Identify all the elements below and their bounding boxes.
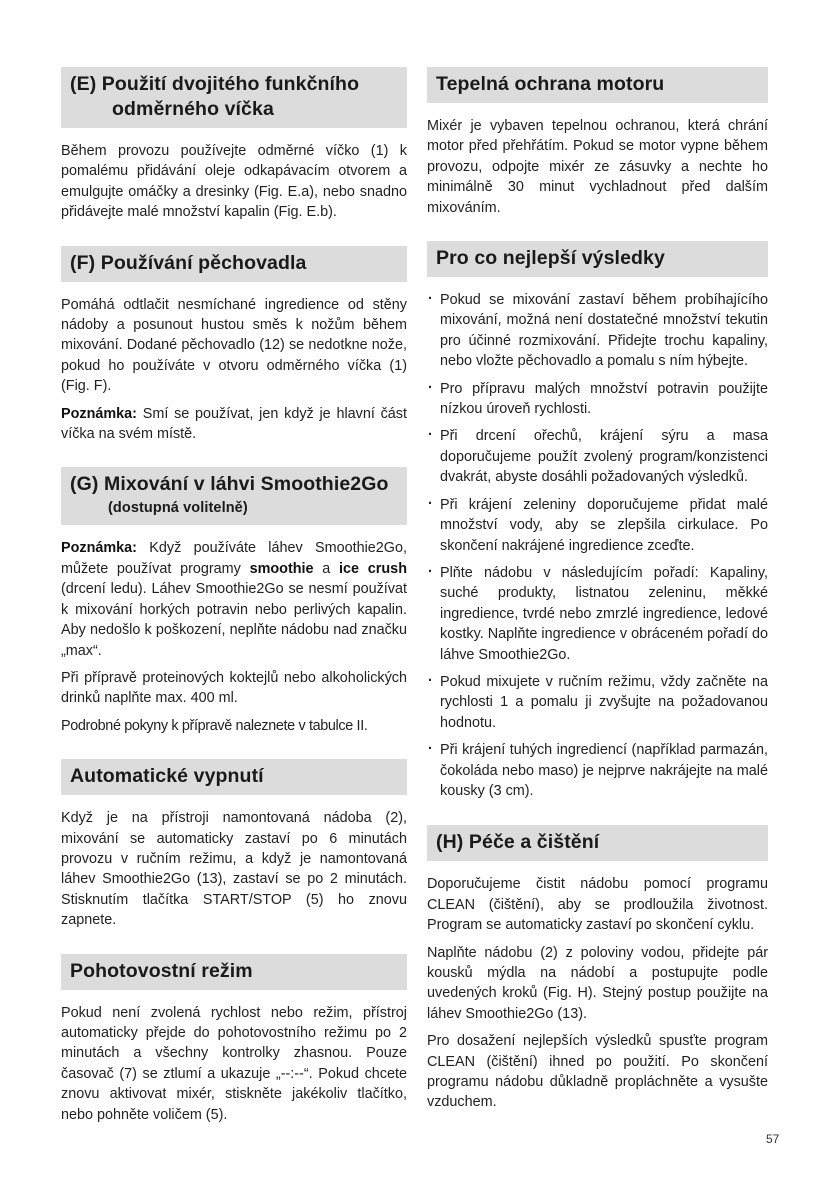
section-h-paragraph-1: Doporučujeme čistit nádobu pomocí programu CLEAN (čištění), aby se prodloužila životnost. Program se automaticky zastaví po skončení cyklu. xyxy=(427,876,768,934)
note-text-1: Když používáte láhev Smoothie2Go, můžete používat programy xyxy=(61,540,407,577)
list-item: · Pokud se mixování zastaví během probíhajícího mixování, možná není dostatečné množství tekutin pro účinné rozmixování. Přidejte trochu kapaliny, nebo vložte pěchovadlo a pomalu s ním hýbejte. xyxy=(427,290,768,372)
list-item: · Plňte nádobu v následujícím pořadí: Kapaliny, suché produkty, listnatou zeleninu, měkké ingredience, tvrdé nebo zmrzlé ingredience, ledové kostky. Naplňte ingredience v obráceném pořadí do láhve Smoothie2Go. xyxy=(427,563,768,665)
section-g-paragraph-2: Při přípravě proteinových koktejlů nebo alkoholických drinků naplňte max. 400 ml. xyxy=(61,669,407,707)
section-g-subheading: (dostupná volitelně) xyxy=(108,500,248,517)
note-label: Poznámka: xyxy=(61,405,137,422)
note-text-3: (drcení ledu). Láhev Smoothie2Go se nesmí používat k mixování horkých potravin nebo perlivých kapalin. Aby nedošlo k poškození, neplňte nádobu nad značku „max“. xyxy=(61,581,407,659)
left-column xyxy=(61,67,407,1125)
best-results-list xyxy=(427,290,768,801)
section-e-heading-line2: odměrného víčka xyxy=(112,98,274,120)
list-item: · Při krájení tuhých ingrediencí (například parmazán, čokoláda nebo maso) je nejprve nakrájejte na malé kousky (3 cm). xyxy=(427,740,768,801)
section-e-heading-line1: (E) Použití dvojitého funkčního xyxy=(70,73,360,95)
thermal-protection-paragraph: Mixér je vybaven tepelnou ochranou, která chrání motor před přehřátím. Pokud se motor vypne během provozu, odpojte mixér ze zásuvky a nechte ho minimálně 30 minut vychladnout před dalším mixováním. xyxy=(427,118,768,216)
section-g-paragraph-3: Podrobné pokyny k přípravě naleznete v tabulce II. xyxy=(61,717,368,734)
thermal-protection-heading: Tepelná ochrana motoru xyxy=(427,67,768,103)
section-f-paragraph: Pomáhá odtlačit nesmíchané ingredience od stěny nádoby a posunout hustou směs k nožům během mixování. Dodané pěchovadlo (12) se nedotkne nože, pokud ho používáte v otvoru odměrného víčka (1) (Fig. F). xyxy=(61,296,407,395)
section-f-heading: (F) Používání pěchovadla xyxy=(61,246,407,282)
standby-paragraph: Pokud není zvolená rychlost nebo režim, přístroj automaticky přejde do pohotovostního režimu po 2 minutách a všechny kontrolky zhasnou. Pouze časovač (7) se ztlumí a ukazuje „--:--“. Pokud chcete znovu aktivovat mixér, stiskněte jakékoliv tlačítko, nebo pohněte voličem (5). xyxy=(61,1004,407,1123)
section-h-heading: (H) Péče a čištění xyxy=(427,825,768,861)
section-h-paragraph-3: Pro dosažení nejlepších výsledků spusťte program CLEAN (čištění) ihned po použití. Po skončení programu nádobu důkladně propláchněte a vysušte vzduchem. xyxy=(427,1033,768,1111)
section-g-heading xyxy=(61,467,407,525)
best-results-heading: Pro co nejlepší výsledky xyxy=(427,241,768,277)
note-text-2: a xyxy=(313,560,340,577)
page-number: 57 xyxy=(766,1132,780,1146)
auto-off-paragraph: Když je na přístroji namontovaná nádoba (2), mixování se automaticky zastaví po 6 minutách provozu v ručním režimu, a když je namontovaná láhev Smoothie2Go (13), zastaví se po 2 minutách. Stisknutím tlačítka START/STOP (5) ho znovu zapnete. xyxy=(61,810,407,929)
section-h-paragraph-2: Naplňte nádobu (2) z poloviny vodou, přidejte pár kousků mýdla na nádobí a postupujte podle uvedených kroků (Fig. H). Stejný postup použijte na láhev Smoothie2Go (13). xyxy=(427,944,768,1022)
program-ice-crush: ice crush xyxy=(339,560,407,577)
program-smoothie: smoothie xyxy=(249,560,314,577)
section-g-heading-title: (G) Mixování v láhvi Smoothie2Go xyxy=(70,473,389,496)
note-label: Poznámka: xyxy=(61,540,137,557)
section-g-note xyxy=(61,538,407,660)
auto-off-heading: Automatické vypnutí xyxy=(61,759,407,795)
list-item: · Pro přípravu malých množství potravin použijte nízkou úroveň rychlosti. xyxy=(427,379,768,420)
section-e-paragraph: Během provozu používejte odměrné víčko (1) k pomalému přidávání oleje odkapávacím otvorem a emulgujte omáčky a dresinky (Fig. E.a), nebo snadno přidávejte malé množství kapalin (Fig. E.b). xyxy=(61,143,407,221)
section-f-note xyxy=(61,404,407,445)
list-item: · Při krájení zeleniny doporučujeme přidat malé množství vody, aby se zlepšila cirkulace. Po skončení nakrájené ingredience zceďte. xyxy=(427,495,768,556)
list-item: · Pokud mixujete v ručním režimu, vždy začněte na rychlosti 1 a pomalu ji zvyšujte na požadovanou hodnotu. xyxy=(427,672,768,733)
list-item: · Při drcení ořechů, krájení sýru a masa doporučujeme použít zvolený program/konzistenci dvakrát, abyste dosáhli požadovaných výsledků. xyxy=(427,426,768,487)
section-e-heading xyxy=(61,67,407,128)
note-text: Smí se používat, jen když je hlavní část víčka na svém místě. xyxy=(61,405,407,443)
right-column xyxy=(427,67,768,1113)
standby-heading: Pohotovostní režim xyxy=(61,954,407,990)
